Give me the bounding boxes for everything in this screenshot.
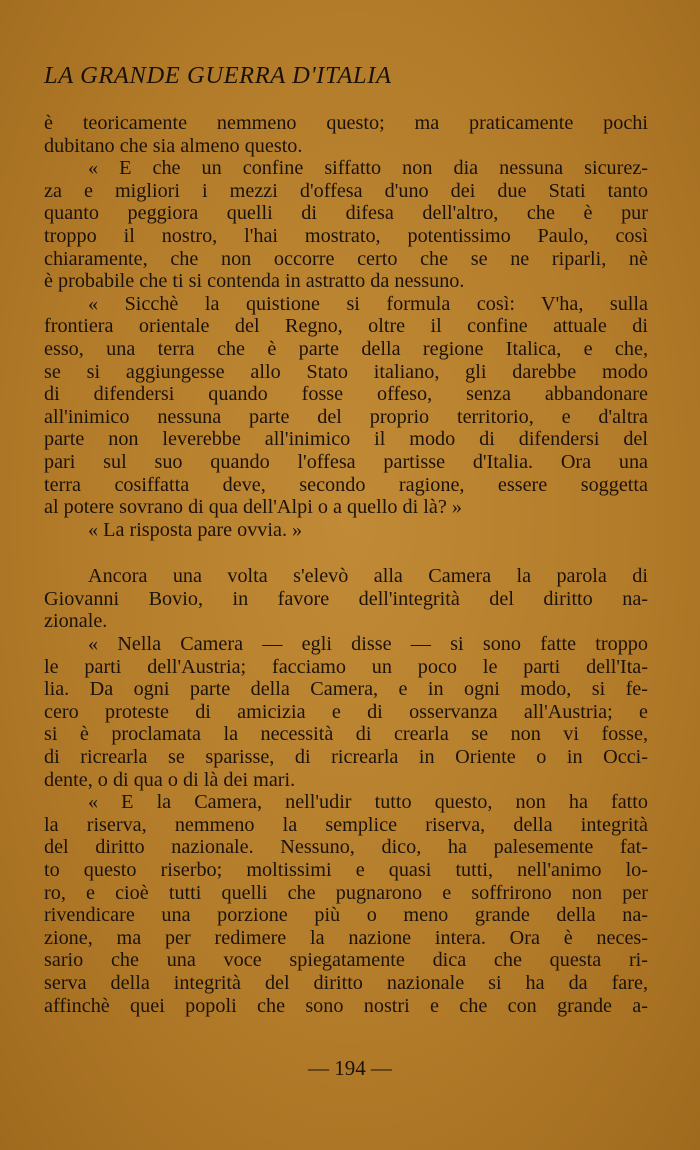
text-line: ro, e cioè tutti quelli che pugnarono e soffrirono non per [44,881,648,904]
text-line: se si aggiungesse allo Stato italiano, gli darebbe modo [44,360,648,383]
text-line: si è proclamata la necessità di crearla se non vi fosse, [44,723,648,746]
paragraph [44,791,648,1017]
text-line: di difendersi quando fosse offeso, senza abbandonare [44,383,648,406]
text-line: « Nella Camera — egli disse — si sono fatte troppo [88,633,648,656]
text-line: chiaramente, che non occorre certo che se ne riparli, nè [44,247,648,270]
paragraph [44,633,648,791]
text-line: quanto peggiora quelli di difesa dell'altro, che è pur [44,202,648,225]
text-line: le parti dell'Austria; facciamo un poco le parti dell'Ita- [44,655,648,678]
text-line: « Sicchè la quistione si formula così: V'ha, sulla [88,292,648,315]
text-line: « E la Camera, nell'udir tutto questo, non ha fatto [88,791,648,814]
text-line: pari sul suo quando l'offesa partisse d'Italia. Ora una [44,450,648,473]
text-line: troppo il nostro, l'hai mostrato, potentissimo Paulo, così [44,224,648,247]
paragraph [44,112,648,157]
text-line: all'inimico nessuna parte del proprio territorio, e d'altra [44,405,648,428]
text-line: dente, o di qua o di là dei mari. [44,768,296,791]
text-line: serva della integrità del diritto nazionale si ha da fare, [44,971,648,994]
text-line: terra cosiffatta deve, secondo ragione, essere soggetta [44,473,648,496]
body-text [44,112,648,1017]
running-head: LA GRANDE GUERRA D'ITALIA [44,62,392,89]
text-line: cero proteste di amicizia e di osservanza all'Austria; e [44,700,648,723]
paragraph-gap [44,541,648,565]
text-line: « E che un confine siffatto non dia nessuna sicurez- [88,157,648,180]
text-line: lia. Da ogni parte della Camera, e in ogni modo, si fe- [44,678,648,701]
text-line: zione, ma per redimere la nazione intera. Ora è neces- [44,926,648,949]
paragraph [44,157,648,293]
paragraph [44,293,648,519]
text-line: esso, una terra che è parte della regione Italica, e che, [44,337,648,360]
text-line: parte non leverebbe all'inimico il modo di difendersi del [44,428,648,451]
text-line: di ricrearla se sparisse, di ricrearla in Oriente o in Occi- [44,746,648,769]
text-line: del diritto nazionale. Nessuno, dico, ha palesemente fat- [44,836,648,859]
text-line: è probabile che ti si contenda in astratto da nessuno. [44,270,465,293]
text-line: za e migliori i mezzi d'offesa d'uno dei due Stati tanto [44,179,648,202]
text-line: è teoricamente nemmeno questo; ma praticamente pochi [44,112,648,134]
text-line: rivendicare una porzione più o meno grande della na- [44,904,648,927]
paragraph [44,565,648,633]
text-line: la riserva, nemmeno la semplice riserva, della integrità [44,813,648,836]
text-line: affinchè quei popoli che sono nostri e che con grande a- [44,994,648,1017]
text-line: Giovanni Bovio, in favore dell'integrità del diritto na- [44,587,648,610]
text-line: Ancora una volta s'elevò alla Camera la parola di [88,565,648,588]
text-line: al potere sovrano di qua dell'Alpi o a quello di là? » [44,496,462,519]
text-line: zionale. [44,610,108,633]
text-line: to questo riserbo; moltissimi e quasi tutti, nell'animo lo- [44,859,648,881]
text-line: « La risposta pare ovvia. » [88,518,303,541]
page-number: — 194 — [308,1056,392,1080]
text-line: sario che una voce spiegatamente dica che questa ri- [44,949,648,972]
text-line: dubitano che sia almeno questo. [44,134,303,157]
paragraph [44,519,648,542]
text-line: frontiera orientale del Regno, oltre il confine attuale di [44,315,648,338]
